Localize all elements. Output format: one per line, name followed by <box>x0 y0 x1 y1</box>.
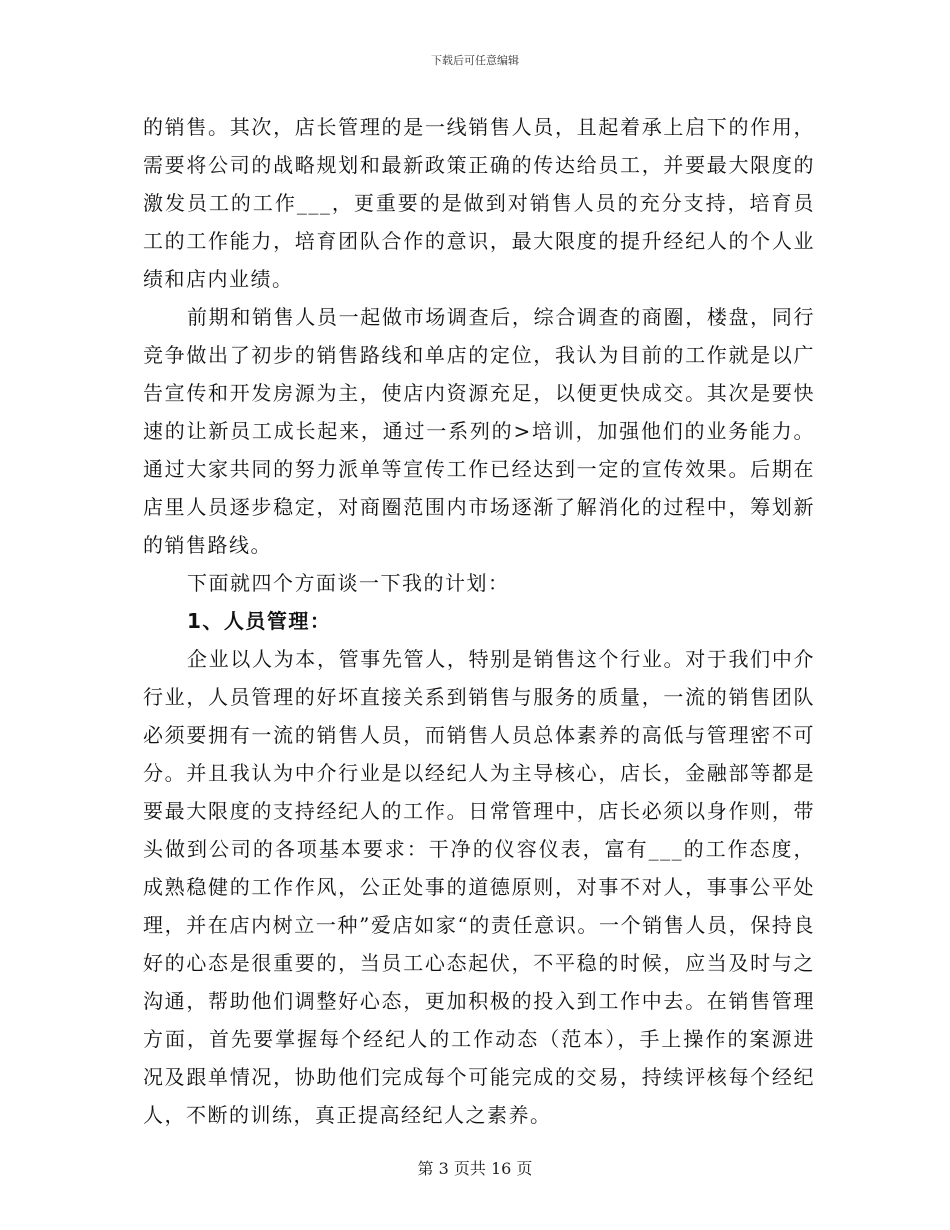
section-heading-personnel: 1、人员管理： <box>187 609 332 633</box>
paragraph-market-research: 前期和销售人员一起做市场调查后，综合调查的商圈，楼盘，同行竞争做出了初步的销售路线和单店的定位，我认为目前的工作就是以广告宣传和开发房源为主，使店内资源充足，以便更快成交。其次是要快速的让新员工成长起来，通过一系列的>培训，加强他们的业务能力。通过大家共同的努力派单等宣传工作已经达到一定的宣传效果。后期在店里人员逐步稳定，对商圈范围内市场逐渐了解消化的过程中，筹划新的销售路线。 <box>143 305 815 557</box>
paragraph-personnel-management: 企业以人为本，管事先管人，特别是销售这个行业。对于我们中介行业，人员管理的好坏直接关系到销售与服务的质量，一流的销售团队必须要拥有一流的销售人员，而销售人员总体素养的高低与管理密不可分。并且我认为中介行业是以经纪人为主导核心，店长，金融部等都是要最大限度的支持经纪人的工作。日常管理中，店长必须以身作则，带头做到公司的各项基本要求：干净的仪容仪表，富有___的工作态度，成熟稳健的工作作风，公正处事的道德原则，对事不对人，事事公平处理，并在店内树立一种”爱店如家“的责任意识。一个销售人员，保持良好的心态是很重要的，当员工心态起伏，不平稳的时候，应当及时与之沟通，帮助他们调整好心态，更加积极的投入到工作中去。在销售管理方面，首先要掌握每个经纪人的工作动态（范本），手上操作的案源进况及跟单情况，协助他们完成每个可能完成的交易，持续评核每个经纪人，不断的训练，真正提高经纪人之素养。 <box>143 647 815 1127</box>
page-number: 第 3 页共 16 页 <box>417 1159 533 1178</box>
paragraph-continuation: 的销售。其次，店长管理的是一线销售人员，且起着承上启下的作用，需要将公司的战略规划和最新政策正确的传达给员工，并要最大限度的激发员工的工作___，更重要的是做到对销售人员的充分支持，培育员工的工作能力，培育团队合作的意识，最大限度的提升经纪人的个人业绩和店内业绩。 <box>143 115 815 291</box>
page-header: 下载后可任意编辑 <box>431 54 519 67</box>
paragraph-plan-intro: 下面就四个方面谈一下我的计划： <box>187 571 510 595</box>
document-body <box>143 108 815 1134</box>
